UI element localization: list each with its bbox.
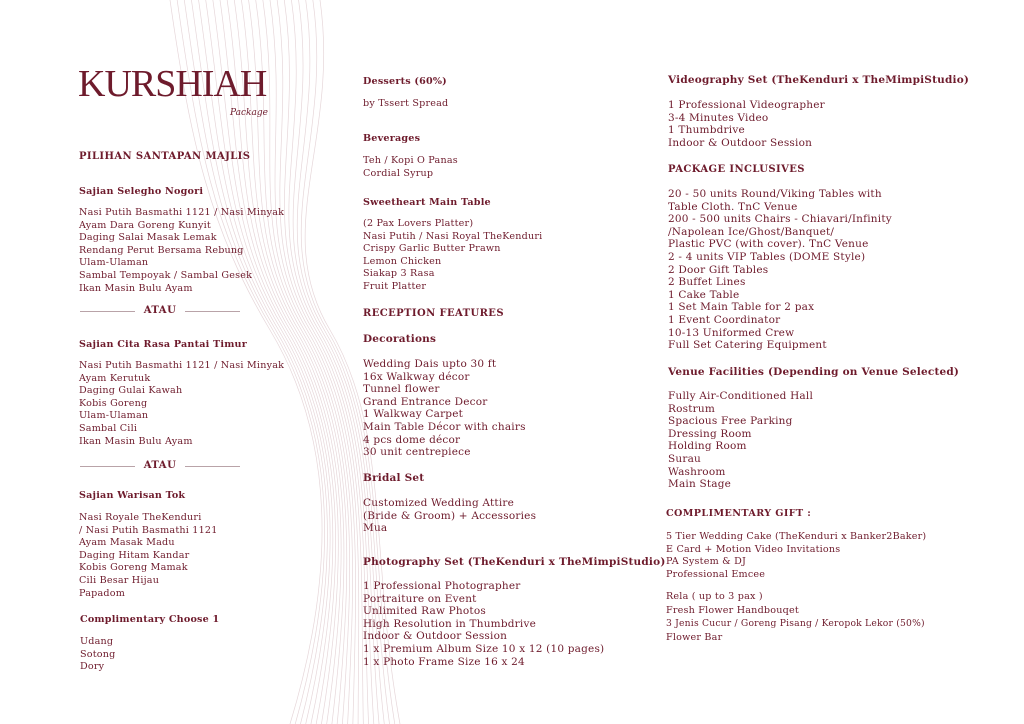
gift-list: [666, 531, 926, 581]
sweetheart-title: Sweetheart Main Table: [363, 197, 491, 208]
list-item: 1 Set Main Table for 2 pax: [668, 301, 815, 314]
menu-list-3: [79, 512, 218, 600]
list-item: Ayam Dara Goreng Kunyit: [79, 219, 211, 231]
list-item: Washroom: [668, 465, 726, 478]
swirl-line: [277, 0, 368, 724]
list-item: Indoor & Outdoor Session: [668, 136, 813, 149]
desserts-list: [363, 98, 448, 111]
list-item: 1 x Premium Album Size 10 x 12 (10 pages): [363, 642, 605, 655]
atau-divider-2: [80, 460, 240, 472]
list-item: (2 Pax Lovers Platter): [363, 218, 474, 229]
list-item: 30 unit centrepiece: [363, 446, 471, 459]
list-item: Ayam Kerutuk: [79, 372, 151, 384]
list-item: Full Set Catering Equipment: [668, 339, 827, 352]
brand-name: KURSHIAH: [78, 63, 267, 105]
list-item: Ulam-Ulaman: [79, 257, 149, 269]
list-item: Portraiture on Event: [363, 592, 477, 605]
gift-list-extra: [666, 590, 925, 644]
list-item: 2 - 4 units VIP Tables (DOME Style): [668, 250, 866, 263]
list-item: Ulam-Ulaman: [79, 410, 149, 422]
bridal-title: Bridal Set: [363, 472, 425, 484]
photography-title: Photography Set (TheKenduri x TheMimpiStudio): [363, 556, 666, 568]
list-item: 2 Buffet Lines: [668, 276, 746, 289]
decorations-title: Decorations: [363, 333, 437, 345]
list-item: 1 Professional Videographer: [668, 99, 825, 111]
list-item: 2 Door Gift Tables: [668, 263, 769, 276]
atau-label: ATAU: [143, 460, 177, 471]
list-item: Rela ( up to 3 pax ): [666, 591, 763, 602]
list-item: 1 Event Coordinator: [668, 313, 781, 326]
list-item: Siakap 3 Rasa: [363, 268, 435, 280]
list-item: Tunnel flower: [363, 383, 440, 396]
list-item: 20 - 50 units Round/Viking Tables with: [668, 188, 882, 200]
list-item: 5 Tier Wedding Cake (TheKenduri x Banker2Baker): [666, 531, 927, 542]
desserts-title: Desserts (60%): [363, 76, 447, 87]
videography-list: [668, 99, 825, 149]
list-item: Papadom: [79, 587, 126, 599]
divider-line: [185, 311, 240, 312]
list-item: Nasi Royale TheKenduri: [79, 512, 202, 523]
list-item: High Resolution in Thumbdrive: [363, 617, 536, 630]
list-item: 4 pcs dome décor: [363, 433, 461, 446]
brand-logo: [78, 62, 278, 118]
list-item: PA System & DJ: [666, 556, 747, 568]
list-item: Grand Entrance Decor: [363, 395, 488, 408]
menu-list-1: [79, 207, 284, 295]
atau-label: ATAU: [143, 305, 177, 316]
menu-title-1: Sajian Selegho Nogori: [79, 186, 204, 197]
decorations-list: [363, 358, 526, 459]
list-item: Spacious Free Parking: [668, 415, 793, 428]
list-item: Daging Salai Masak Lemak: [79, 232, 217, 244]
list-item: Dressing Room: [668, 427, 752, 440]
reception-heading: RECEPTION FEATURES: [363, 308, 504, 319]
list-item: Cili Besar Hijau: [79, 574, 160, 586]
list-item: Kobis Goreng Mamak: [79, 562, 188, 574]
list-item: Indoor & Outdoor Session: [363, 630, 508, 643]
list-item: Dory: [80, 661, 105, 673]
list-item: by Tssert Spread: [363, 98, 449, 109]
list-item: 3-4 Minutes Video: [668, 111, 769, 124]
menu-list-2: [79, 360, 284, 448]
menu-title-3: Sajian Warisan Tok: [79, 490, 186, 501]
list-item: Surau: [668, 452, 701, 465]
list-item: /Napolean Ice/Ghost/Banquet/: [668, 225, 835, 238]
list-item: Ikan Masin Bulu Ayam: [79, 282, 193, 294]
list-item: Sotong: [80, 648, 116, 660]
list-item: Sambal Cili: [79, 422, 138, 434]
list-item: Fully Air-Conditioned Hall: [668, 390, 814, 402]
list-item: Udang: [80, 636, 114, 647]
brand-subtitle: Package: [230, 108, 268, 118]
list-item: 1 x Photo Frame Size 16 x 24: [363, 655, 525, 668]
list-item: 1 Professional Photographer: [363, 580, 521, 592]
list-item: Fruit Platter: [363, 280, 427, 292]
list-item: Lemon Chicken: [363, 255, 442, 267]
list-item: Customized Wedding Attire: [363, 497, 515, 509]
list-item: / Nasi Putih Basmathi 1121: [79, 524, 218, 536]
beverages-list: [363, 155, 458, 180]
sweetheart-list: [363, 218, 542, 294]
list-item: Nasi Putih Basmathi 1121 / Nasi Minyak: [79, 207, 285, 218]
list-item: Daging Hitam Kandar: [79, 549, 190, 561]
complimentary-list: [80, 636, 116, 674]
list-item: 3 Jenis Cucur / Goreng Pisang / Keropok Lekor (50%): [666, 618, 925, 629]
list-item: 1 Cake Table: [668, 288, 740, 301]
list-item: Cordial Syrup: [363, 167, 434, 179]
list-item: Crispy Garlic Butter Prawn: [363, 243, 501, 255]
list-item: Daging Gulai Kawah: [79, 385, 183, 397]
beverages-title: Beverages: [363, 133, 421, 144]
venue-list: [668, 390, 813, 491]
list-item: E Card + Motion Video Invitations: [666, 543, 841, 555]
inclusives-list: [668, 188, 892, 352]
venue-title: Venue Facilities (Depending on Venue Selected): [668, 366, 960, 378]
list-item: Fresh Flower Handbouqet: [666, 604, 799, 616]
list-item: 1 Thumbdrive: [668, 124, 745, 137]
list-item: (Bride & Groom) + Accessories: [363, 509, 537, 522]
menu-title-2: Sajian Cita Rasa Pantai Timur: [79, 339, 247, 350]
list-item: 1 Walkway Carpet: [363, 408, 464, 421]
list-item: 200 - 500 units Chairs - Chiavari/Infinity: [668, 213, 892, 226]
list-item: Kobis Goreng: [79, 397, 148, 409]
list-item: Sambal Tempoyak / Sambal Gesek: [79, 269, 253, 281]
menu-heading: PILIHAN SANTAPAN MAJLIS: [79, 151, 251, 162]
list-item: Table Cloth. TnC Venue: [668, 200, 798, 213]
list-item: Rendang Perut Bersama Rebung: [79, 244, 244, 256]
list-item: Ayam Masak Madu: [79, 537, 175, 549]
list-item: Mua: [363, 522, 388, 535]
complimentary-title: Complimentary Choose 1: [80, 614, 220, 625]
photography-list: [363, 580, 604, 668]
videography-title: Videography Set (TheKenduri x TheMimpiStudio): [668, 74, 970, 86]
list-item: Nasi Putih / Nasi Royal TheKenduri: [363, 230, 543, 242]
list-item: Professional Emcee: [666, 568, 766, 580]
list-item: Holding Room: [668, 440, 747, 453]
list-item: Wedding Dais upto 30 ft: [363, 358, 497, 370]
divider-line: [185, 466, 240, 467]
list-item: Main Stage: [668, 478, 732, 491]
list-item: Flower Bar: [666, 631, 723, 643]
list-item: Plastic PVC (with cover). TnC Venue: [668, 238, 869, 251]
list-item: 16x Walkway décor: [363, 370, 470, 383]
atau-divider-1: [80, 305, 240, 317]
list-item: Ikan Masin Bulu Ayam: [79, 435, 193, 447]
list-item: Nasi Putih Basmathi 1121 / Nasi Minyak: [79, 360, 285, 371]
gift-title: COMPLIMENTARY GIFT :: [666, 508, 812, 519]
list-item: 10-13 Uniformed Crew: [668, 326, 795, 339]
bridal-list: [363, 497, 536, 535]
list-item: Rostrum: [668, 402, 715, 415]
inclusives-title: PACKAGE INCLUSIVES: [668, 164, 805, 175]
list-item: Teh / Kopi O Panas: [363, 155, 458, 166]
list-item: Unlimited Raw Photos: [363, 605, 486, 618]
list-item: Main Table Décor with chairs: [363, 420, 526, 433]
